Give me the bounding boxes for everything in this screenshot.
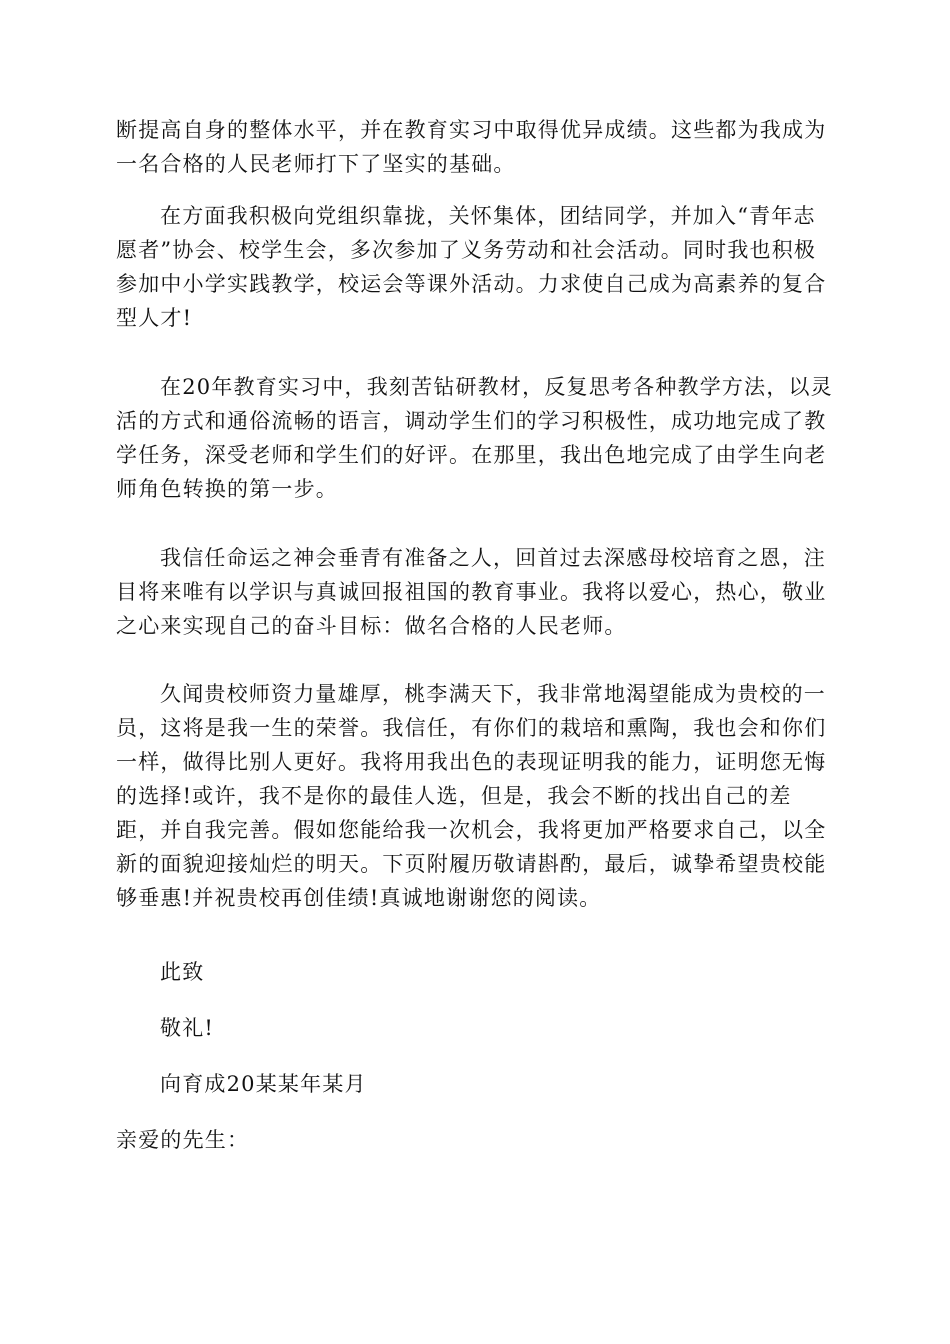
closing-salutation: 此致 xyxy=(160,960,205,984)
signature-date: 向育成20某某年某月 xyxy=(160,1072,367,1096)
next-letter-greeting: 亲爱的先生： xyxy=(116,1128,250,1152)
paragraph-3: 在20年教育实习中，我刻苦钻研教材，反复思考各种教学方法，以灵活的方式和通俗流畅的语言，调动学生们的学习积极性，成功地完成了教学任务，深受老师和学生们的好评。在那里，我出色地完成了由学生向老师角色转换的第一步。 xyxy=(116,375,833,501)
paragraph-5: 久闻贵校师资力量雄厚，桃李满天下，我非常地渴望能成为贵校的一员，这将是我一生的荣誉。我信任，有你们的栽培和熏陶，我也会和你们一样，做得比别人更好。我将用我出色的表现证明我的能力，证明您无悔的选择!或许，我不是你的最佳人选，但是，我会不断的找出自己的差距，并自我完善。假如您能给我一次机会，我将更加严格要求自己，以全新的面貌迎接灿烂的明天。下页附履历敬请斟酌，最后，诚挚希望贵校能够垂惠!并祝贵校再创佳绩!真诚地谢谢您的阅读。 xyxy=(116,682,827,910)
paragraph-2: 在方面我积极向党组织靠拢，关怀集体，团结同学，并加入“青年志愿者”协会、校学生会，多次参加了义务劳动和社会活动。同时我也积极参加中小学实践教学，校运会等课外活动。力求使自己成为高素养的复合型人才! xyxy=(116,204,827,330)
closing-regards: 敬礼! xyxy=(160,1016,215,1040)
paragraph-1: 断提高自身的整体水平，并在教育实习中取得优异成绩。这些都为我成为一名合格的人民老师打下了坚实的基础。 xyxy=(116,118,827,176)
paragraph-4: 我信任命运之神会垂青有准备之人，回首过去深感母校培育之恩，注目将来唯有以学识与真诚回报祖国的教育事业。我将以爱心，热心，敬业之心来实现自己的奋斗目标：做名合格的人民老师。 xyxy=(116,546,827,638)
